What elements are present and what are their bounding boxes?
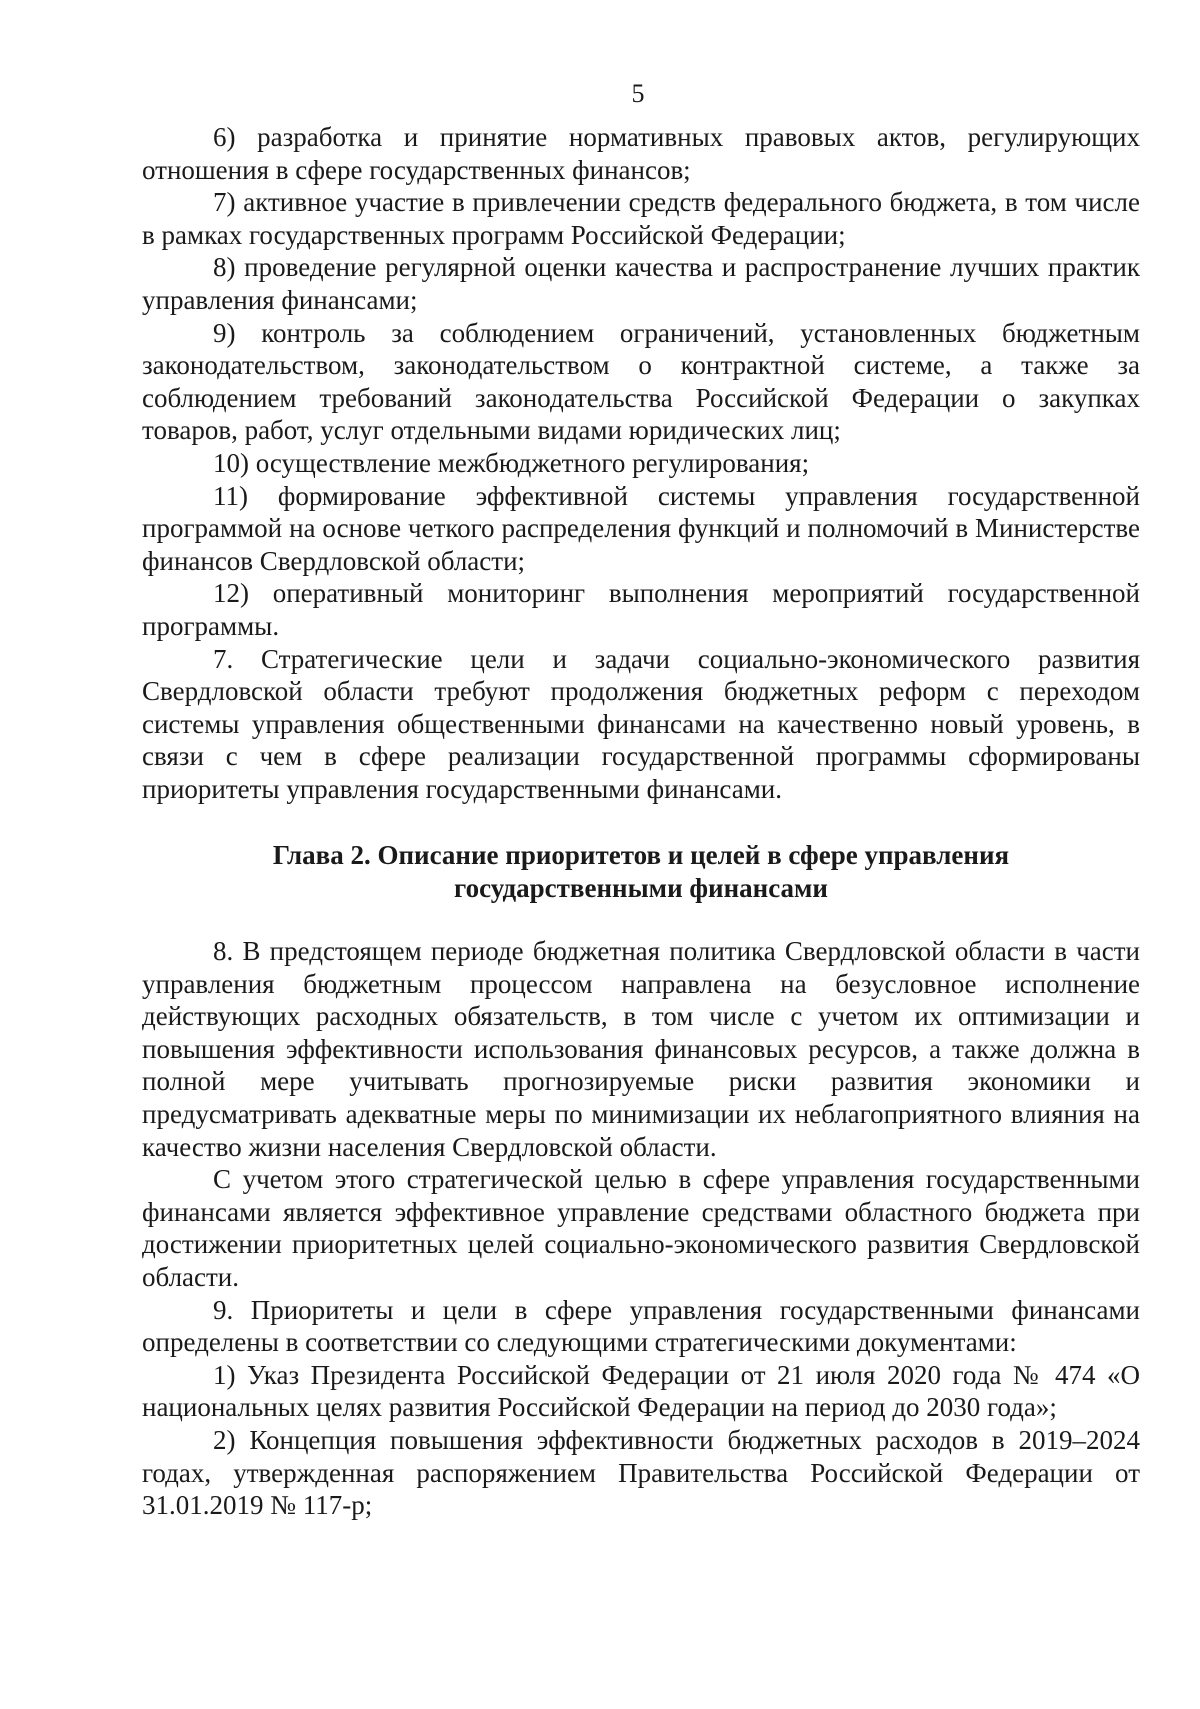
paragraph-item-9: 9) контроль за соблюдением ограничений, установленных бюджетным законодательством, законодательством о контрактной системе, а также за соблюдением требований законодательства Российской Федерации о закупках товаров, работ, услуг отдельными видами юридических лиц; (142, 317, 1140, 446)
paragraph-item-6: 6) разработка и принятие нормативных правовых актов, регулирующих отношения в сфере государственных финансов; (142, 122, 1140, 185)
paragraph-item-8: 8) проведение регулярной оценки качества и распространение лучших практик управления финансами; (142, 252, 1140, 315)
paragraph-point-9: 9. Приоритеты и цели в сфере управления государственными финансами определены в соответствии со следующими стратегическими документами: (142, 1294, 1140, 1358)
paragraph-point-7: 7. Стратегические цели и задачи социально-экономического развития Свердловской области требуют продолжения бюджетных реформ с переходом системы управления общественными финансами на качественно новый уровень, в связи с чем в сфере реализации государственной программы сформированы приоритеты управления государственными финансами. (142, 643, 1140, 804)
page-number: 5 (631, 79, 645, 108)
paragraph-item-12: 12) оперативный мониторинг выполнения мероприятий государственной программы. (142, 578, 1140, 641)
paragraph-item-11: 11) формирование эффективной системы управления государственной программой на основе четкого распределения функций и полномочий в Министерстве финансов Свердловской области; (142, 480, 1140, 576)
chapter-heading-line-2: государственными финансами (453, 872, 828, 903)
list-section-top (142, 121, 1140, 805)
paragraph-point-8: 8. В предстоящем периоде бюджетная политика Свердловской области в части управления бюджетным процессом направлена на безусловное исполнение действующих расходных обязательств, в том числе с учетом их оптимизации и повышения эффективности использования финансовых ресурсов, а также должна в полной мере учитывать прогнозируемые риски развития экономики и предусматривать адекватные меры по минимизации их неблагоприятного влияния на качество жизни населения Свердловской области. (142, 936, 1140, 1162)
chapter-heading (142, 839, 1140, 904)
paragraph-item-7: 7) активное участие в привлечении средств федерального бюджета, в том числе в рамках государственных программ Российской Федерации; (142, 187, 1140, 250)
paragraph-strategic-goal: С учетом этого стратегической целью в сфере управления государственными финансами является эффективное управление средствами областного бюджета при достижении приоритетных целей социально-экономического развития Свердловской области. (142, 1164, 1140, 1292)
paragraph-item-10: 10) осуществление межбюджетного регулирования; (213, 447, 810, 478)
paragraph-doc-1: 1) Указ Президента Российской Федерации от 21 июля 2020 года № 474 «О национальных целях развития Российской Федерации на период до 2030 года»; (142, 1359, 1140, 1423)
list-section-bottom (142, 935, 1140, 1522)
paragraph-doc-2: 2) Концепция повышения эффективности бюджетных расходов в 2019–2024 годах, утвержденная распоряжением Правительства Российской Федерации от 31.01.2019 № 117-р; (142, 1424, 1140, 1521)
chapter-heading-line-1: Глава 2. Описание приоритетов и целей в сфере управления (272, 840, 1010, 870)
